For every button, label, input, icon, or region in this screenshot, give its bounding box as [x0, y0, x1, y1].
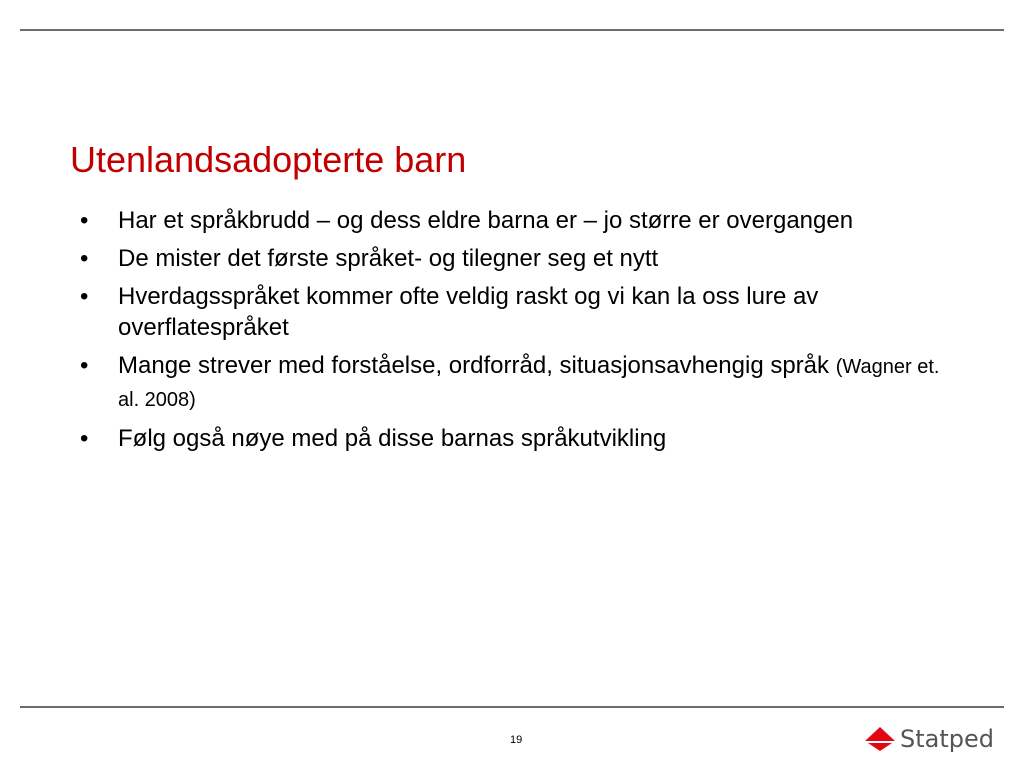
- statped-logo-icon: [864, 726, 896, 752]
- bullet-item: [80, 281, 940, 343]
- bullet-item: [80, 350, 940, 416]
- logo-text: Statped: [900, 725, 994, 753]
- bullet-icon: •: [80, 352, 89, 379]
- bullet-text: Følg også nøye med på disse barnas språkutvikling: [118, 425, 667, 452]
- bullet-list: [80, 205, 940, 461]
- bullet-text: De mister det første språket- og tilegner seg et nytt: [118, 245, 659, 272]
- bullet-item: [80, 243, 940, 274]
- bullet-icon: •: [80, 207, 89, 234]
- bottom-divider: [20, 706, 1004, 708]
- top-divider: [20, 29, 1004, 31]
- statped-logo: [864, 724, 994, 754]
- bullet-text: Mange strever med forståelse, ordforråd, situasjonsavhengig språk: [118, 352, 836, 379]
- bullet-item: [80, 205, 940, 236]
- bullet-text: Hverdagsspråket kommer ofte veldig raskt og vi kan la oss lure av overflatespråket: [118, 283, 819, 341]
- bullet-text: Har et språkbrudd – og dess eldre barna er – jo større er overgangen: [118, 207, 854, 234]
- bullet-icon: •: [80, 245, 89, 272]
- bullet-item: [80, 423, 940, 454]
- page-number: 19: [510, 734, 523, 746]
- bullet-icon: •: [80, 425, 89, 452]
- slide-title: Utenlandsadopterte barn: [70, 139, 467, 180]
- bullet-icon: •: [80, 283, 89, 310]
- citation: (Wagner et. al. 2008): [118, 356, 940, 411]
